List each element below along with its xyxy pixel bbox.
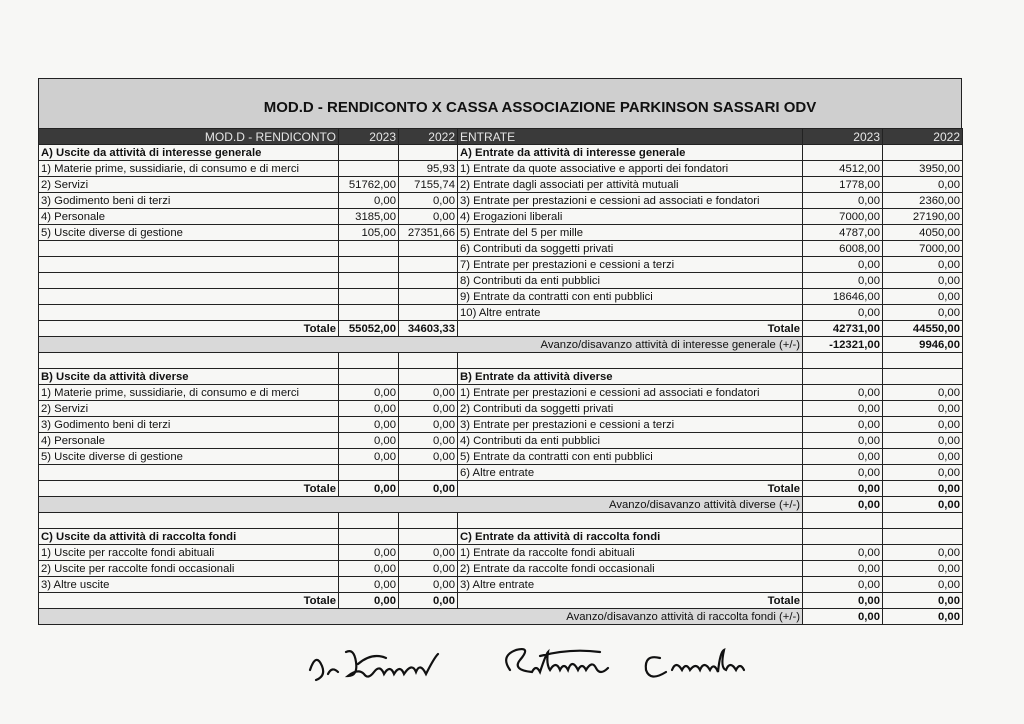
blank-cell bbox=[399, 369, 458, 385]
uscita-2023: 0,00 bbox=[339, 417, 399, 433]
blank-cell bbox=[39, 353, 339, 369]
avanzo-row bbox=[39, 337, 963, 353]
uscita-2022: 0,00 bbox=[399, 577, 458, 593]
avanzo-row bbox=[39, 497, 963, 513]
total-left-2023: 55052,00 bbox=[339, 321, 399, 337]
uscita-label: 2) Servizi bbox=[39, 177, 339, 193]
total-right-label: Totale bbox=[458, 593, 803, 609]
blank-cell bbox=[883, 529, 963, 545]
header-year-2023: 2023 bbox=[339, 129, 399, 145]
total-left-label: Totale bbox=[39, 481, 339, 497]
blank-cell bbox=[339, 145, 399, 161]
uscita-2022 bbox=[399, 305, 458, 321]
document-sheet bbox=[38, 78, 962, 625]
uscita-2023: 105,00 bbox=[339, 225, 399, 241]
uscita-2022: 0,00 bbox=[399, 449, 458, 465]
uscita-2022: 27351,66 bbox=[399, 225, 458, 241]
uscita-label: 1) Materie prime, sussidiarie, di consumo e di merci bbox=[39, 161, 339, 177]
uscita-2023: 0,00 bbox=[339, 577, 399, 593]
spacer-row bbox=[39, 353, 963, 369]
section-right-title: C) Entrate da attività di raccolta fondi bbox=[458, 529, 803, 545]
uscita-2022: 0,00 bbox=[399, 385, 458, 401]
uscita-label: 5) Uscite diverse di gestione bbox=[39, 449, 339, 465]
uscita-label: 2) Uscite per raccolte fondi occasionali bbox=[39, 561, 339, 577]
uscita-label: 3) Altre uscite bbox=[39, 577, 339, 593]
section-left-title: A) Uscite da attività di interesse generale bbox=[39, 145, 339, 161]
uscita-2022 bbox=[399, 289, 458, 305]
table-row bbox=[39, 305, 963, 321]
entrata-2023: 6008,00 bbox=[803, 241, 883, 257]
uscita-2022 bbox=[399, 241, 458, 257]
uscita-2022: 0,00 bbox=[399, 401, 458, 417]
avanzo-2023: 0,00 bbox=[803, 497, 883, 513]
entrata-label: 10) Altre entrate bbox=[458, 305, 803, 321]
uscita-2022: 0,00 bbox=[399, 433, 458, 449]
entrata-2023: 0,00 bbox=[803, 401, 883, 417]
entrata-2023: 0,00 bbox=[803, 545, 883, 561]
table-row bbox=[39, 577, 963, 593]
header-entrate-label: ENTRATE bbox=[458, 129, 803, 145]
uscita-label: 1) Materie prime, sussidiarie, di consumo e di merci bbox=[39, 385, 339, 401]
uscita-2023: 0,00 bbox=[339, 385, 399, 401]
table-row bbox=[39, 401, 963, 417]
uscita-2023 bbox=[339, 465, 399, 481]
entrata-label: 3) Entrate per prestazioni e cessioni ad associati e fondatori bbox=[458, 193, 803, 209]
blank-cell bbox=[399, 145, 458, 161]
avanzo-2022: 0,00 bbox=[883, 497, 963, 513]
entrata-2023: 0,00 bbox=[803, 193, 883, 209]
entrata-2023: 0,00 bbox=[803, 561, 883, 577]
uscita-2023: 51762,00 bbox=[339, 177, 399, 193]
entrata-2023: 4512,00 bbox=[803, 161, 883, 177]
uscita-2023 bbox=[339, 161, 399, 177]
header-year-2022: 2022 bbox=[399, 129, 458, 145]
entrata-label: 6) Altre entrate bbox=[458, 465, 803, 481]
entrata-2023: 1778,00 bbox=[803, 177, 883, 193]
blank-cell bbox=[458, 353, 803, 369]
header-left-label: MOD.D - RENDICONTO bbox=[39, 129, 339, 145]
blank-cell bbox=[803, 369, 883, 385]
uscita-2022: 7155,74 bbox=[399, 177, 458, 193]
avanzo-label: Avanzo/disavanzo attività di interesse generale (+/-) bbox=[39, 337, 803, 353]
entrata-label: 8) Contributi da enti pubblici bbox=[458, 273, 803, 289]
blank-cell bbox=[399, 353, 458, 369]
total-left-2022: 0,00 bbox=[399, 481, 458, 497]
uscita-label bbox=[39, 257, 339, 273]
entrata-label: 2) Entrate dagli associati per attività mutuali bbox=[458, 177, 803, 193]
entrata-2023: 0,00 bbox=[803, 433, 883, 449]
entrata-label: 5) Entrate del 5 per mille bbox=[458, 225, 803, 241]
blank-cell bbox=[803, 513, 883, 529]
uscita-2023: 0,00 bbox=[339, 449, 399, 465]
entrata-label: 9) Entrate da contratti con enti pubblici bbox=[458, 289, 803, 305]
blank-cell bbox=[39, 513, 339, 529]
uscita-label: 4) Personale bbox=[39, 209, 339, 225]
uscita-label bbox=[39, 241, 339, 257]
blank-cell bbox=[399, 529, 458, 545]
section-right-title: A) Entrate da attività di interesse generale bbox=[458, 145, 803, 161]
document-title bbox=[38, 78, 962, 128]
avanzo-2022: 9946,00 bbox=[883, 337, 963, 353]
avanzo-2022: 0,00 bbox=[883, 609, 963, 625]
entrata-label: 4) Contributi da enti pubblici bbox=[458, 433, 803, 449]
table-row bbox=[39, 193, 963, 209]
uscita-2022: 0,00 bbox=[399, 561, 458, 577]
uscita-label: 3) Godimento beni di terzi bbox=[39, 193, 339, 209]
entrata-label: 4) Erogazioni liberali bbox=[458, 209, 803, 225]
entrata-label: 6) Contributi da soggetti privati bbox=[458, 241, 803, 257]
uscita-2022 bbox=[399, 465, 458, 481]
spacer-row bbox=[39, 513, 963, 529]
total-left-label: Totale bbox=[39, 321, 339, 337]
uscita-2022: 95,93 bbox=[399, 161, 458, 177]
uscita-label: 2) Servizi bbox=[39, 401, 339, 417]
entrata-2023: 0,00 bbox=[803, 257, 883, 273]
total-row bbox=[39, 481, 963, 497]
section-left-title: C) Uscite da attività di raccolta fondi bbox=[39, 529, 339, 545]
uscita-2023: 0,00 bbox=[339, 545, 399, 561]
total-row bbox=[39, 593, 963, 609]
uscita-label bbox=[39, 305, 339, 321]
total-left-2023: 0,00 bbox=[339, 593, 399, 609]
blank-cell bbox=[883, 353, 963, 369]
entrata-label: 1) Entrate da quote associative e apporti dei fondatori bbox=[458, 161, 803, 177]
uscita-2022: 0,00 bbox=[399, 545, 458, 561]
entrata-2023: 0,00 bbox=[803, 273, 883, 289]
uscita-2023: 0,00 bbox=[339, 561, 399, 577]
entrata-2023: 0,00 bbox=[803, 417, 883, 433]
uscita-label: 4) Personale bbox=[39, 433, 339, 449]
entrata-2023: 0,00 bbox=[803, 465, 883, 481]
uscita-2023 bbox=[339, 257, 399, 273]
blank-cell bbox=[883, 513, 963, 529]
table-row bbox=[39, 177, 963, 193]
table-row bbox=[39, 449, 963, 465]
entrata-2023: 0,00 bbox=[803, 449, 883, 465]
avanzo-label: Avanzo/disavanzo attività di raccolta fondi (+/-) bbox=[39, 609, 803, 625]
entrata-2022: 0,00 bbox=[883, 577, 963, 593]
blank-cell bbox=[339, 369, 399, 385]
total-right-2022: 0,00 bbox=[883, 481, 963, 497]
table-row bbox=[39, 161, 963, 177]
total-right-2022: 44550,00 bbox=[883, 321, 963, 337]
uscita-label bbox=[39, 273, 339, 289]
total-left-2022: 0,00 bbox=[399, 593, 458, 609]
avanzo-2023: 0,00 bbox=[803, 609, 883, 625]
uscita-2022: 0,00 bbox=[399, 209, 458, 225]
entrata-2022: 27190,00 bbox=[883, 209, 963, 225]
blank-cell bbox=[803, 529, 883, 545]
uscita-2023 bbox=[339, 289, 399, 305]
entrata-label: 5) Entrate da contratti con enti pubblici bbox=[458, 449, 803, 465]
entrata-label: 2) Entrate da raccolte fondi occasionali bbox=[458, 561, 803, 577]
total-right-2023: 0,00 bbox=[803, 481, 883, 497]
rendiconto-table bbox=[38, 128, 963, 625]
entrata-2023: 7000,00 bbox=[803, 209, 883, 225]
table-row bbox=[39, 273, 963, 289]
table-row bbox=[39, 561, 963, 577]
table-row bbox=[39, 209, 963, 225]
uscita-label: 3) Godimento beni di terzi bbox=[39, 417, 339, 433]
uscita-2023: 0,00 bbox=[339, 433, 399, 449]
blank-cell bbox=[458, 513, 803, 529]
table-row bbox=[39, 545, 963, 561]
entrata-2022: 0,00 bbox=[883, 465, 963, 481]
avanzo-2023: -12321,00 bbox=[803, 337, 883, 353]
entrata-2022: 0,00 bbox=[883, 305, 963, 321]
total-right-2023: 42731,00 bbox=[803, 321, 883, 337]
total-left-2023: 0,00 bbox=[339, 481, 399, 497]
entrata-2022: 3950,00 bbox=[883, 161, 963, 177]
entrata-2023: 0,00 bbox=[803, 305, 883, 321]
uscita-label: 1) Uscite per raccolte fondi abituali bbox=[39, 545, 339, 561]
header-row bbox=[39, 129, 963, 145]
entrata-label: 2) Contributi da soggetti privati bbox=[458, 401, 803, 417]
entrata-label: 1) Entrate per prestazioni e cessioni ad associati e fondatori bbox=[458, 385, 803, 401]
table-row bbox=[39, 289, 963, 305]
entrata-2022: 0,00 bbox=[883, 545, 963, 561]
uscita-label: 5) Uscite diverse di gestione bbox=[39, 225, 339, 241]
header-right-year-2023: 2023 bbox=[803, 129, 883, 145]
entrata-2022: 0,00 bbox=[883, 177, 963, 193]
total-right-2022: 0,00 bbox=[883, 593, 963, 609]
entrata-2022: 0,00 bbox=[883, 417, 963, 433]
uscita-2022: 0,00 bbox=[399, 417, 458, 433]
total-right-label: Totale bbox=[458, 481, 803, 497]
entrata-2022: 0,00 bbox=[883, 449, 963, 465]
total-left-label: Totale bbox=[39, 593, 339, 609]
table-row bbox=[39, 465, 963, 481]
entrata-label: 3) Entrate per prestazioni e cessioni a terzi bbox=[458, 417, 803, 433]
uscita-2023 bbox=[339, 305, 399, 321]
entrata-2023: 0,00 bbox=[803, 577, 883, 593]
blank-cell bbox=[883, 145, 963, 161]
uscita-2023: 3185,00 bbox=[339, 209, 399, 225]
entrata-2022: 0,00 bbox=[883, 433, 963, 449]
total-left-2022: 34603,33 bbox=[399, 321, 458, 337]
table-row bbox=[39, 257, 963, 273]
blank-cell bbox=[339, 529, 399, 545]
handwritten-signature bbox=[300, 640, 780, 690]
uscita-2023: 0,00 bbox=[339, 193, 399, 209]
title-text: MOD.D - RENDICONTO X CASSA ASSOCIAZIONE PARKINSON SASSARI ODV bbox=[263, 99, 817, 116]
blank-cell bbox=[339, 353, 399, 369]
section-title-row bbox=[39, 145, 963, 161]
entrata-2023: 0,00 bbox=[803, 385, 883, 401]
entrata-2022: 0,00 bbox=[883, 385, 963, 401]
table-row bbox=[39, 385, 963, 401]
entrata-label: 7) Entrate per prestazioni e cessioni a terzi bbox=[458, 257, 803, 273]
entrata-2022: 0,00 bbox=[883, 273, 963, 289]
avanzo-row bbox=[39, 609, 963, 625]
uscita-2023: 0,00 bbox=[339, 401, 399, 417]
entrata-2023: 4787,00 bbox=[803, 225, 883, 241]
entrata-2023: 18646,00 bbox=[803, 289, 883, 305]
table-row bbox=[39, 433, 963, 449]
table-row bbox=[39, 417, 963, 433]
section-title-row bbox=[39, 369, 963, 385]
blank-cell bbox=[339, 513, 399, 529]
entrata-2022: 0,00 bbox=[883, 257, 963, 273]
blank-cell bbox=[883, 369, 963, 385]
total-right-2023: 0,00 bbox=[803, 593, 883, 609]
entrata-label: 3) Altre entrate bbox=[458, 577, 803, 593]
entrata-2022: 0,00 bbox=[883, 289, 963, 305]
section-right-title: B) Entrate da attività diverse bbox=[458, 369, 803, 385]
entrata-2022: 2360,00 bbox=[883, 193, 963, 209]
entrata-label: 1) Entrate da raccolte fondi abituali bbox=[458, 545, 803, 561]
blank-cell bbox=[803, 145, 883, 161]
header-right-year-2022: 2022 bbox=[883, 129, 963, 145]
uscita-2023 bbox=[339, 241, 399, 257]
total-right-label: Totale bbox=[458, 321, 803, 337]
avanzo-label: Avanzo/disavanzo attività diverse (+/-) bbox=[39, 497, 803, 513]
uscita-label bbox=[39, 289, 339, 305]
entrata-2022: 4050,00 bbox=[883, 225, 963, 241]
entrata-2022: 0,00 bbox=[883, 401, 963, 417]
entrata-2022: 7000,00 bbox=[883, 241, 963, 257]
uscita-2022 bbox=[399, 273, 458, 289]
table-row bbox=[39, 241, 963, 257]
section-left-title: B) Uscite da attività diverse bbox=[39, 369, 339, 385]
uscita-2023 bbox=[339, 273, 399, 289]
section-title-row bbox=[39, 529, 963, 545]
entrata-2022: 0,00 bbox=[883, 561, 963, 577]
uscita-2022: 0,00 bbox=[399, 193, 458, 209]
uscita-2022 bbox=[399, 257, 458, 273]
uscita-label bbox=[39, 465, 339, 481]
blank-cell bbox=[399, 513, 458, 529]
total-row bbox=[39, 321, 963, 337]
table-row bbox=[39, 225, 963, 241]
blank-cell bbox=[803, 353, 883, 369]
